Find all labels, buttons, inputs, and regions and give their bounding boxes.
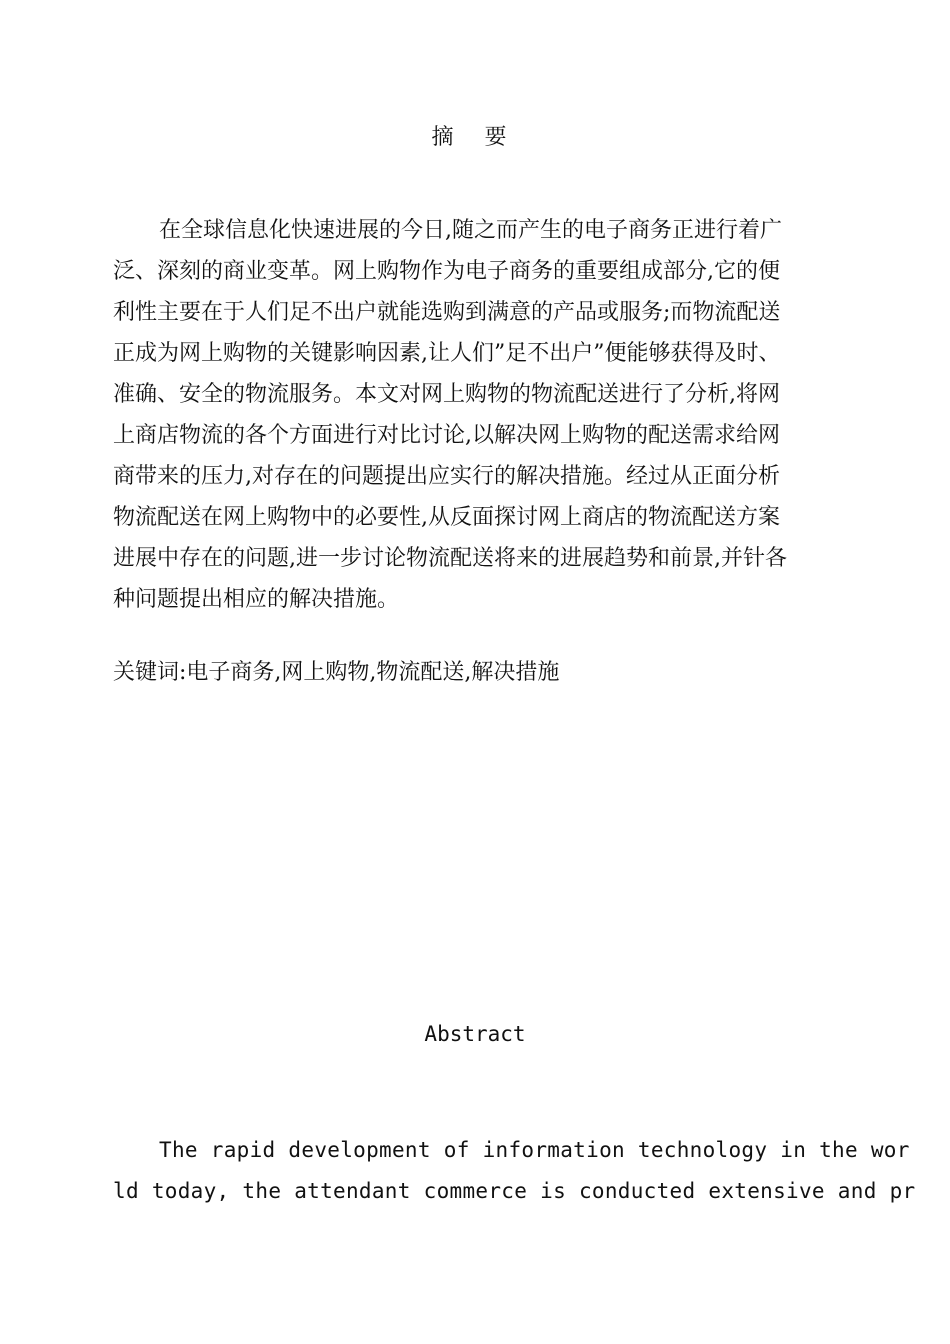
chinese-abstract-line: 利性主要在于人们足不出户就能选购到满意的产品或服务;而物流配送	[113, 300, 781, 325]
chinese-abstract-body	[113, 210, 843, 620]
chinese-abstract-line: 种问题提出相应的解决措施。	[113, 587, 400, 612]
chinese-keywords: 关键词:电子商务,网上购物,物流配送,解决措施	[113, 660, 560, 685]
chinese-abstract-line: 泛、深刻的商业变革。网上购物作为电子商务的重要组成部分,它的便	[113, 259, 780, 284]
chinese-abstract-title: 摘 要	[431, 125, 519, 150]
chinese-abstract-line: 物流配送在网上购物中的必要性,从反面探讨网上商店的物流配送方案	[113, 505, 780, 530]
chinese-abstract-line: 准确、安全的物流服务。本文对网上购物的物流配送进行了分析,将网	[113, 382, 780, 407]
english-abstract-body	[113, 1130, 916, 1212]
chinese-abstract-line: 正成为网上购物的关键影响因素,让人们”足不出户”便能够获得及时、	[113, 341, 781, 366]
chinese-abstract-line: 进展中存在的问题,进一步讨论物流配送将来的进展趋势和前景,并针各	[113, 546, 787, 571]
chinese-abstract-line: 在全球信息化快速进展的今日,随之而产生的电子商务正进行着广	[159, 218, 782, 243]
english-abstract-line: The rapid development of information technology in the wor	[159, 1138, 910, 1162]
chinese-abstract-line: 商带来的压力,对存在的问题提出应实行的解决措施。经过从正面分析	[113, 464, 780, 489]
chinese-abstract-line: 上商店物流的各个方面进行对比讨论,以解决网上购物的配送需求给网	[113, 423, 780, 448]
english-abstract-title: Abstract	[424, 1022, 526, 1046]
english-abstract-line: ld today, the attendant commerce is conducted extensive and pr	[113, 1179, 916, 1203]
